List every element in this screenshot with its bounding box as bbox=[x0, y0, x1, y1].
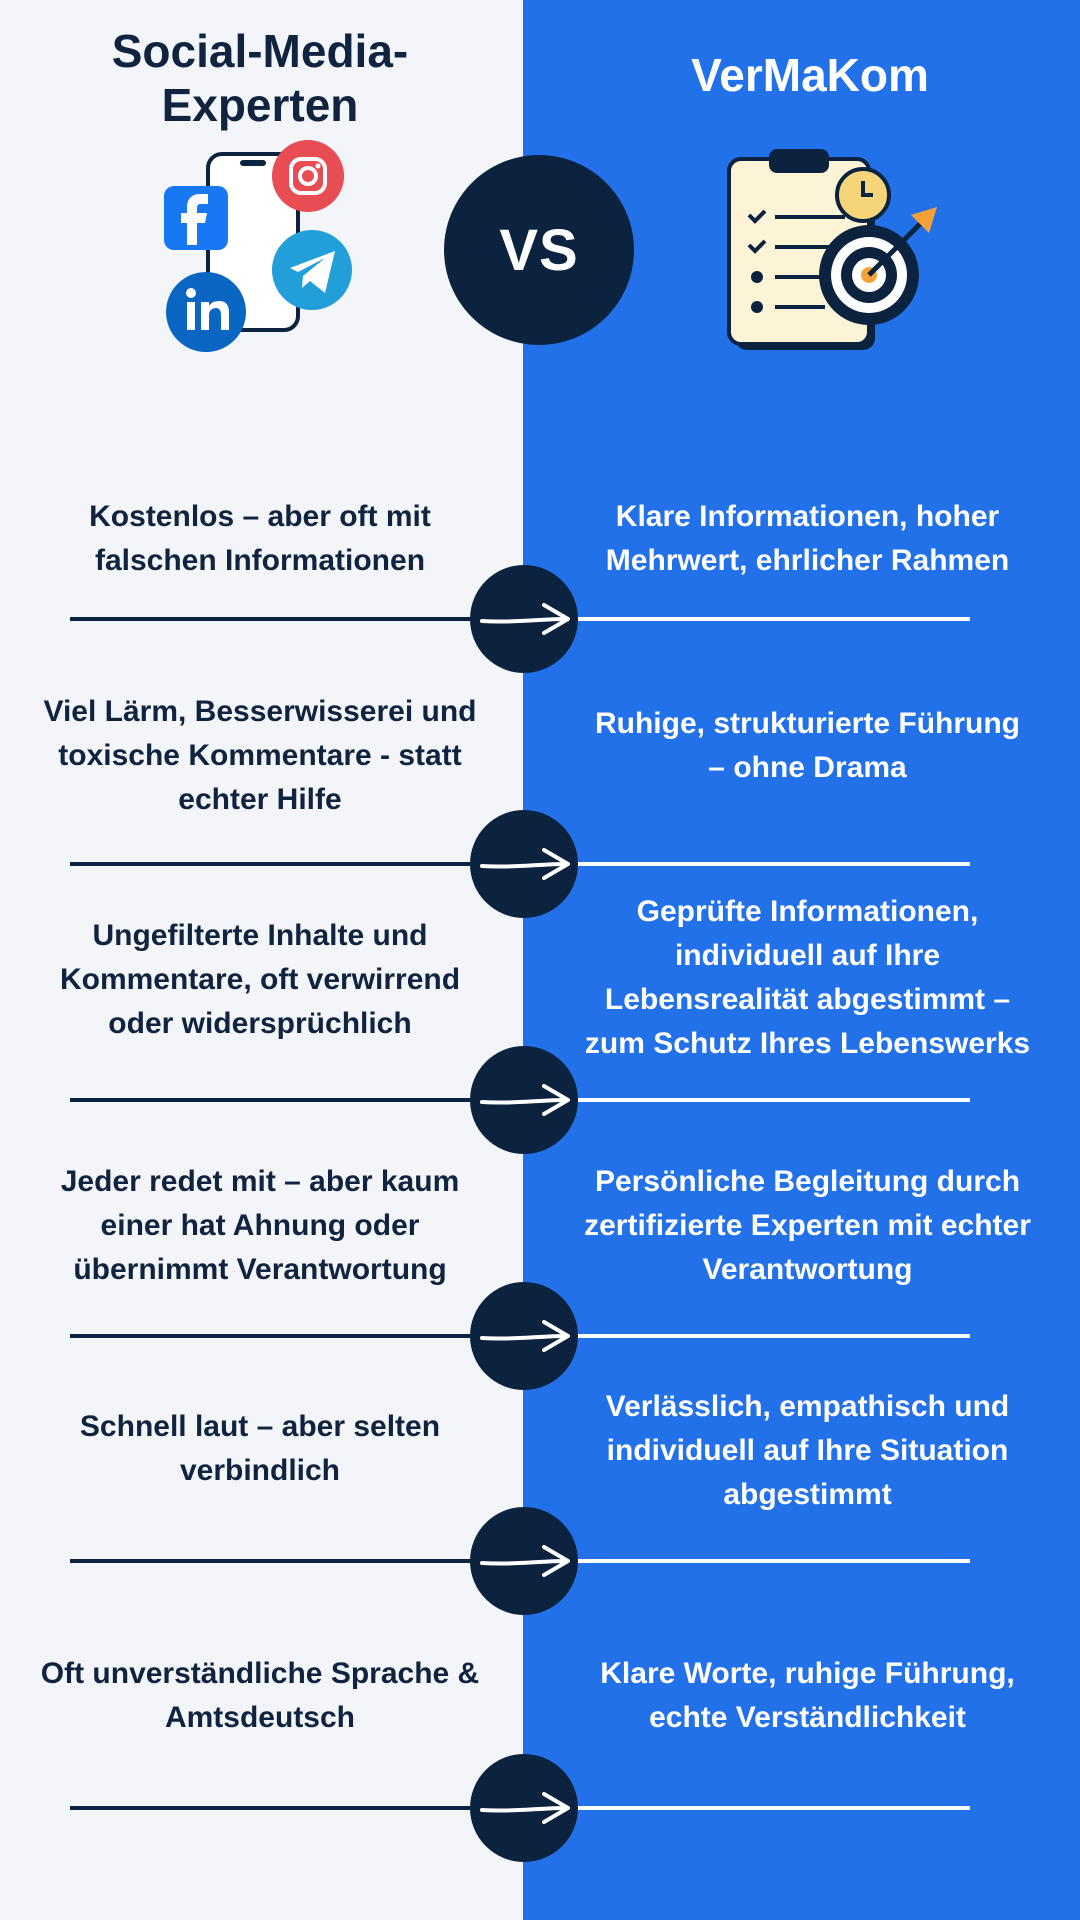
social-media-illustration bbox=[160, 138, 360, 358]
comparison-row bbox=[0, 690, 1080, 922]
vermakom-point: Verlässlich, empathisch und individuell auf Ihre Situation abgestimmt bbox=[605, 1390, 1010, 1511]
vermakom-point: Klare Worte, ruhige Führung, echte Verständlichkeit bbox=[600, 1657, 1015, 1734]
vermakom-point: Geprüfte Informationen, individuell auf Ihre Lebensrealität abgestimmt – zum Schutz Ihres Lebenswerks bbox=[584, 895, 1031, 1060]
comparison-row bbox=[0, 1632, 1080, 1866]
facebook-icon bbox=[164, 186, 228, 250]
divider-line-left bbox=[70, 617, 490, 621]
divider-line-right bbox=[560, 1806, 970, 1810]
divider-line-right bbox=[560, 862, 970, 866]
left-column-title: Social-Media- Experten bbox=[111, 25, 409, 131]
social-media-point: Oft unverständliche Sprache & Amtsdeutsch bbox=[40, 1657, 480, 1734]
arrow-right-icon bbox=[470, 565, 578, 673]
clock-icon bbox=[837, 169, 889, 221]
comparison-row bbox=[0, 890, 1080, 1158]
vermakom-point: Ruhige, strukturierte Führung – ohne Drama bbox=[594, 707, 1020, 784]
vs-badge: VS bbox=[444, 155, 634, 345]
vermakom-point: Klare Informationen, hoher Mehrwert, ehrlicher Rahmen bbox=[605, 500, 1010, 577]
clipboard-target-illustration bbox=[725, 145, 945, 360]
arrow-right-icon bbox=[470, 1754, 578, 1862]
arrow-right-icon bbox=[470, 1507, 578, 1615]
social-media-point: Viel Lärm, Besserwisserei und toxische Kommentare - statt echter Hilfe bbox=[43, 695, 477, 816]
social-media-point: Ungefilterte Inhalte und Kommentare, oft verwirrend oder widersprüchlich bbox=[59, 919, 461, 1040]
vermakom-point: Persönliche Begleitung durch zertifizierte Experten mit echter Verantwortung bbox=[584, 1165, 1031, 1286]
divider-line-right bbox=[560, 617, 970, 621]
social-media-point: Schnell laut – aber selten verbindlich bbox=[79, 1410, 441, 1487]
divider-line-left bbox=[70, 1098, 490, 1102]
arrow-right-icon bbox=[470, 1282, 578, 1390]
social-media-point: Jeder redet mit – aber kaum einer hat Ahnung oder übernimmt Verantwortung bbox=[60, 1165, 460, 1286]
arrow-right-icon bbox=[470, 1046, 578, 1154]
divider-line-left bbox=[70, 1806, 490, 1810]
instagram-icon bbox=[272, 140, 344, 212]
right-column-title: VerMaKom bbox=[691, 49, 929, 101]
comparison-row bbox=[0, 1385, 1080, 1619]
divider-line-left bbox=[70, 1559, 490, 1563]
linkedin-icon bbox=[166, 272, 246, 352]
social-media-point: Kostenlos – aber oft mit falschen Informationen bbox=[89, 500, 431, 577]
divider-line-left bbox=[70, 862, 490, 866]
telegram-icon bbox=[272, 230, 352, 310]
divider-line-left bbox=[70, 1334, 490, 1338]
divider-line-right bbox=[560, 1559, 970, 1563]
comparison-row bbox=[0, 1160, 1080, 1394]
comparison-row bbox=[0, 495, 1080, 677]
divider-line-right bbox=[560, 1098, 970, 1102]
divider-line-right bbox=[560, 1334, 970, 1338]
